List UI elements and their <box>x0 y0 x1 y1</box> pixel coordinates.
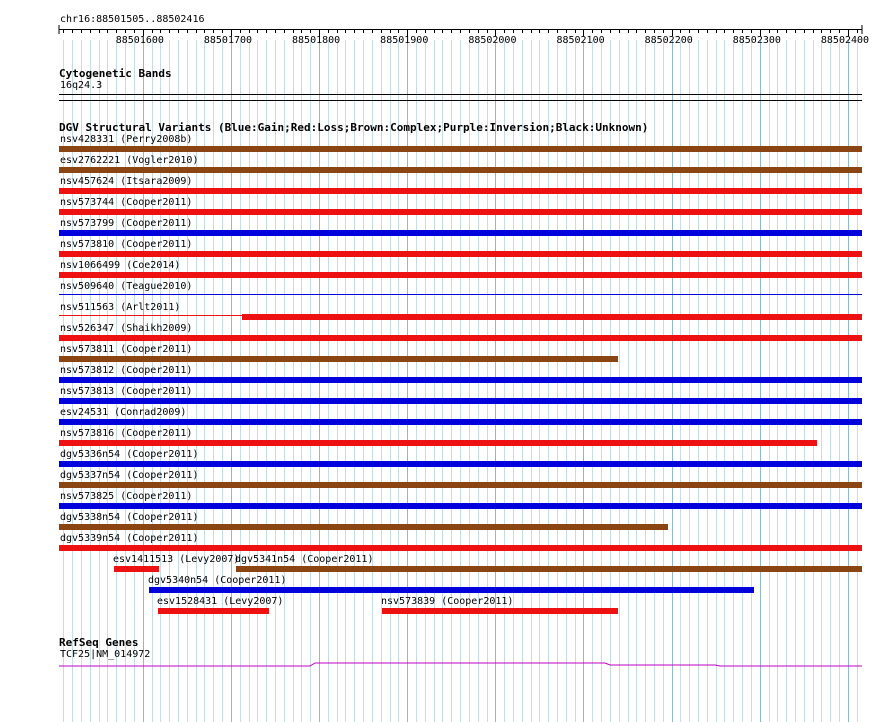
dgv-variant-label[interactable]: nsv428331 (Perry2008b) <box>60 134 193 145</box>
dgv-variant-bar[interactable] <box>59 398 862 404</box>
dgv-variant-label[interactable]: nsv511563 (Arlt2011) <box>60 302 181 313</box>
ruler-tick-label: 88502100 <box>556 35 605 46</box>
dgv-variant-label[interactable]: nsv573825 (Cooper2011) <box>60 491 193 502</box>
dgv-variant-bar[interactable] <box>149 587 754 593</box>
dgv-variant-label[interactable]: esv1411513 (Levy2007) <box>113 554 240 565</box>
dgv-variant-label[interactable]: nsv573799 (Cooper2011) <box>60 218 193 229</box>
refseq-gene-label[interactable]: TCF25|NM_014972 <box>60 649 151 660</box>
dgv-variant-bar[interactable] <box>59 167 862 173</box>
dgv-variant-bar[interactable] <box>114 566 159 572</box>
dgv-variant-label[interactable]: nsv573744 (Cooper2011) <box>60 197 193 208</box>
dgv-variant-bar[interactable] <box>236 566 862 572</box>
dgv-variant-label[interactable]: nsv573839 (Cooper2011) <box>381 596 514 607</box>
dgv-variant-label[interactable]: nsv573813 (Cooper2011) <box>60 386 193 397</box>
dgv-variant-bar[interactable] <box>158 608 269 614</box>
dgv-variant-bar[interactable] <box>59 482 862 488</box>
dgv-variant-bar[interactable] <box>59 524 668 530</box>
ruler-tick-label: 88502400 <box>820 35 870 46</box>
cytoband-bar-top <box>59 94 862 95</box>
dgv-variant-label[interactable]: nsv526347 (Shaikh2009) <box>60 323 193 334</box>
ruler-tick-label: 88501600 <box>115 35 164 46</box>
refseq-track-title: RefSeq Genes <box>59 636 139 649</box>
ruler-range-label: chr16:88501505..88502416 <box>60 14 205 25</box>
dgv-variant-bar[interactable] <box>59 188 862 194</box>
dgv-variant-label[interactable]: dgv5339n54 (Cooper2011) <box>60 533 199 544</box>
ruler-tick-label: 88502300 <box>732 35 781 46</box>
dgv-variant-bar[interactable] <box>59 461 862 467</box>
dgv-variant-label[interactable]: nsv457624 (Itsara2009) <box>60 176 193 187</box>
dgv-variant-bar[interactable] <box>59 209 862 215</box>
cytoband-bar-bottom <box>59 100 862 101</box>
dgv-variant-bar[interactable] <box>59 545 862 551</box>
dgv-variant-label[interactable]: esv24531 (Conrad2009) <box>60 407 187 418</box>
ruler-tick-label: 88501700 <box>203 35 253 46</box>
dgv-variant-bar[interactable] <box>59 146 862 152</box>
dgv-variant-bar[interactable] <box>59 377 862 383</box>
dgv-variant-bar[interactable] <box>382 608 618 614</box>
dgv-variant-label[interactable]: dgv5341n54 (Cooper2011) <box>235 554 374 565</box>
ruler-tick-label: 88502000 <box>468 35 517 46</box>
cytoband-track-title: Cytogenetic Bands <box>59 67 172 80</box>
dgv-variant-bar[interactable] <box>242 314 862 320</box>
dgv-variant-label[interactable]: nsv573812 (Cooper2011) <box>60 365 193 376</box>
dgv-variant-bar[interactable] <box>59 294 862 295</box>
cytoband-label: 16q24.3 <box>60 80 103 91</box>
ruler-tick-label: 88501900 <box>380 35 429 46</box>
dgv-variant-label[interactable]: nsv573816 (Cooper2011) <box>60 428 193 439</box>
dgv-variant-label[interactable]: esv1528431 (Levy2007) <box>157 596 284 607</box>
dgv-variant-bar[interactable] <box>59 272 862 278</box>
dgv-variant-bar[interactable] <box>59 503 862 509</box>
dgv-variant-label[interactable]: dgv5337n54 (Cooper2011) <box>60 470 199 481</box>
dgv-variant-label[interactable]: nsv573810 (Cooper2011) <box>60 239 193 250</box>
dgv-variant-bar[interactable] <box>59 356 618 362</box>
dgv-variant-label[interactable]: nsv1066499 (Coe2014) <box>60 260 181 271</box>
dgv-variant-label[interactable]: dgv5340n54 (Cooper2011) <box>148 575 287 586</box>
dgv-variant-label[interactable]: dgv5336n54 (Cooper2011) <box>60 449 199 460</box>
dgv-track-title: DGV Structural Variants (Blue:Gain;Red:Loss;Brown:Complex;Purple:Inversion;Black:Unknown) <box>59 121 649 134</box>
ruler-tick-label: 88502200 <box>644 35 693 46</box>
dgv-variant-label[interactable]: nsv573811 (Cooper2011) <box>60 344 193 355</box>
refseq-gene-path[interactable] <box>59 663 862 666</box>
dgv-variant-bar[interactable] <box>59 251 862 257</box>
dgv-variant-bar[interactable] <box>59 230 862 236</box>
dgv-variant-label[interactable]: nsv509640 (Teague2010) <box>60 281 193 292</box>
dgv-variant-label[interactable]: dgv5338n54 (Cooper2011) <box>60 512 199 523</box>
dgv-variant-label[interactable]: esv2762221 (Vogler2010) <box>60 155 199 166</box>
dgv-variant-bar[interactable] <box>59 440 817 446</box>
dgv-variant-bar[interactable] <box>59 335 862 341</box>
dgv-variant-bar[interactable] <box>59 419 862 425</box>
dgv-variant-connector <box>59 315 242 316</box>
ruler-tick-label: 88501800 <box>292 35 341 46</box>
